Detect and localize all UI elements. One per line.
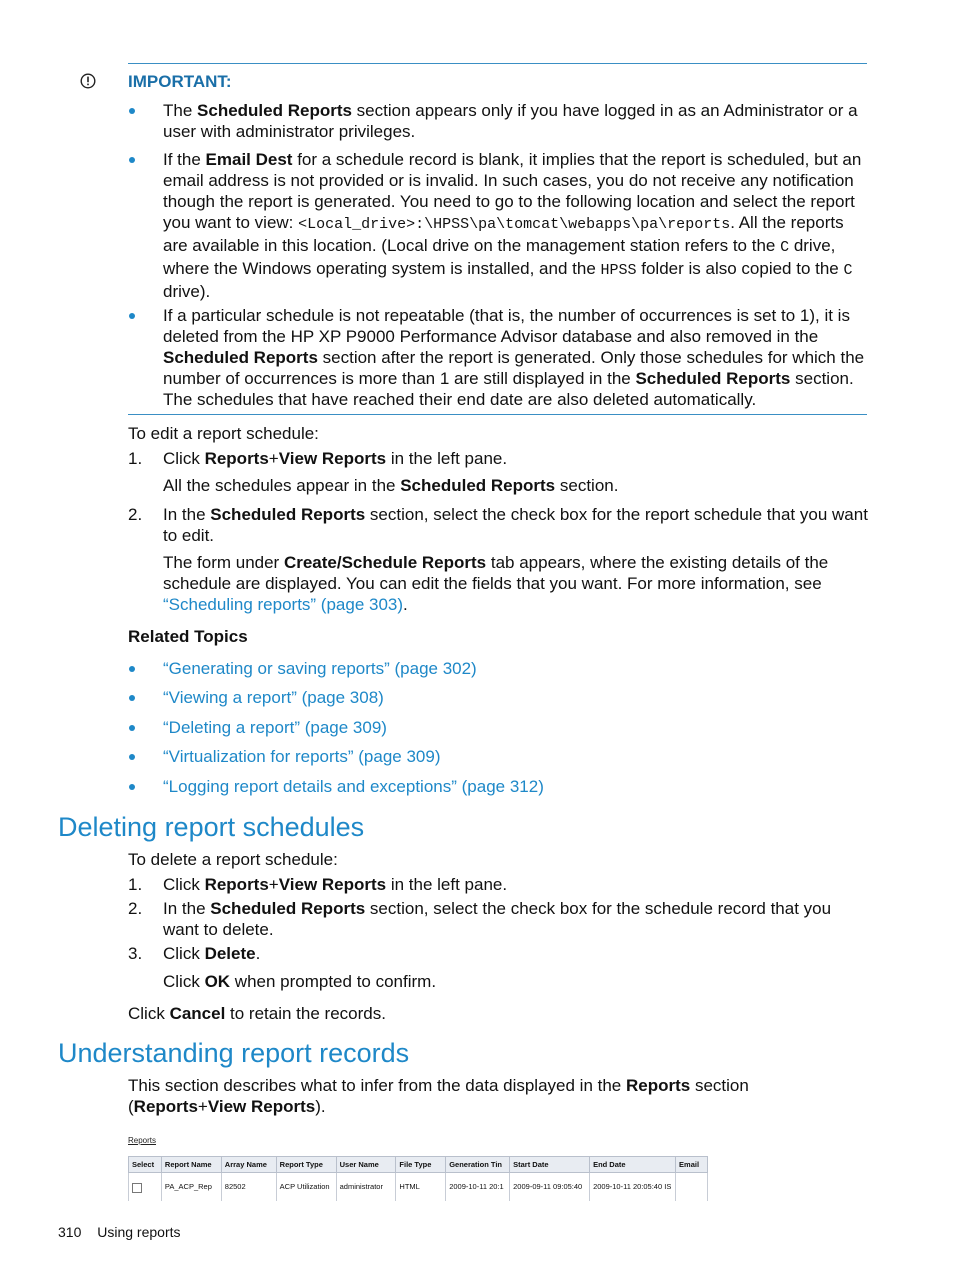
column-header[interactable]: Report Name xyxy=(161,1157,221,1173)
step-number: 3. xyxy=(128,944,143,963)
related-link-virtualization[interactable]: “Virtualization for reports” (page 309) xyxy=(163,747,441,766)
table-cell: 2009-10-11 20:1 xyxy=(446,1173,510,1202)
delete-step-1: Click Reports+View Reports in the left pane. xyxy=(163,875,508,894)
important-bullet-3: If a particular schedule is not repeatable (that is, the number of occurrences is set to 1), it is deleted from the HP XP P9000 Performance Advisor database and also removed in the Scheduled Reports section after the report is generated. Only those schedules for which the number of occurrences is more than 1 are still displayed in the Scheduled Reports section. The schedules that have reached their end date are also deleted automatically. xyxy=(163,306,865,409)
reports-screenshot-title: Reports xyxy=(128,1136,157,1145)
table-cell: administrator xyxy=(336,1173,396,1202)
related-link-logging[interactable]: “Logging report details and exceptions” (page 312) xyxy=(163,777,544,796)
column-header[interactable]: File Type xyxy=(396,1157,446,1173)
important-bullet-2: If the Email Dest for a schedule record is blank, it implies that the report is scheduled, but an email address is not provided or is invalid. In such cases, you do not receive any notification though the report is generated. You need to go to the following location and select the report you want to view: <Local_drive>:\HPSS\pa\tomcat\webapps\pa\reports. All the reports are available in this location. (Local drive on the management station refers to the C drive, where the Windows operating system is installed, and the HPSS folder is also copied to the C drive). xyxy=(163,150,862,301)
step-number: 2. xyxy=(128,899,143,918)
important-label: IMPORTANT: xyxy=(128,72,232,91)
bullet-marker xyxy=(129,666,135,672)
delete-step-3: Click Delete. xyxy=(163,944,261,963)
delete-intro: To delete a report schedule: xyxy=(128,850,338,869)
bullet-marker xyxy=(129,157,135,163)
column-header[interactable]: Array Name xyxy=(221,1157,276,1173)
page-footer xyxy=(58,1222,181,1243)
column-header[interactable]: Report Type xyxy=(276,1157,336,1173)
table-cell: 2009-09-11 09:05:40 xyxy=(510,1173,590,1202)
table-cell: 2009-10-11 20:05:40 IS xyxy=(590,1173,676,1202)
column-header[interactable]: Select xyxy=(129,1157,162,1173)
step-number: 1. xyxy=(128,875,143,894)
column-header[interactable]: Start Date xyxy=(510,1157,590,1173)
bullet-marker xyxy=(129,784,135,790)
step-number: 2. xyxy=(128,505,143,524)
important-icon xyxy=(80,73,96,89)
edit-step-1-result: All the schedules appear in the Scheduled Reports section. xyxy=(163,476,619,495)
table-row xyxy=(129,1173,708,1202)
bullet-marker xyxy=(129,695,135,701)
scheduling-reports-link[interactable]: “Scheduling reports” (page 303) xyxy=(163,595,404,614)
important-bullet-1: The Scheduled Reports section appears only if you have logged in as an Administrator or a user with administrator privileges. xyxy=(163,101,858,141)
edit-step-2-result: The form under Create/Schedule Reports tab appears, where the existing details of the schedule are displayed. You can edit the fields that you want. For more information, see “Scheduling reports” (page 303). xyxy=(163,553,829,614)
footer-section: Using reports xyxy=(97,1224,181,1240)
select-checkbox[interactable] xyxy=(132,1183,142,1193)
reports-table xyxy=(128,1156,708,1201)
reports-screenshot xyxy=(128,1136,708,1191)
table-cell: HTML xyxy=(396,1173,446,1202)
related-topics-heading: Related Topics xyxy=(128,627,248,646)
related-link-deleting[interactable]: “Deleting a report” (page 309) xyxy=(163,718,387,737)
edit-step-1: Click Reports+View Reports in the left pane. xyxy=(163,449,508,468)
bullet-marker xyxy=(129,108,135,114)
bullet-marker xyxy=(129,725,135,731)
step-number: 1. xyxy=(128,449,143,468)
code-path: <Local_drive>:\HPSS\pa\tomcat\webapps\pa\reports xyxy=(298,216,731,233)
edit-step-2: In the Scheduled Reports section, select the check box for the report schedule that you want to edit. xyxy=(163,505,868,545)
related-link-viewing[interactable]: “Viewing a report” (page 308) xyxy=(163,688,384,707)
understanding-heading: Understanding report records xyxy=(58,1038,410,1068)
page-number: 310 xyxy=(58,1224,82,1240)
reports-table-header xyxy=(129,1157,708,1173)
column-header[interactable]: Email xyxy=(676,1157,708,1173)
important-bottom-rule xyxy=(128,414,867,415)
deleting-heading: Deleting report schedules xyxy=(58,812,365,842)
column-header[interactable]: End Date xyxy=(590,1157,676,1173)
delete-step-2: In the Scheduled Reports section, select the check box for the schedule record that you want to delete. xyxy=(163,899,832,939)
bullet-marker xyxy=(129,313,135,319)
column-header[interactable]: Generation Tin xyxy=(446,1157,510,1173)
table-cell: 82502 xyxy=(221,1173,276,1202)
table-cell: PA_ACP_Rep xyxy=(161,1173,221,1202)
delete-step-3-result: Click OK when prompted to confirm. xyxy=(163,972,437,991)
table-cell xyxy=(676,1173,708,1202)
column-header[interactable]: User Name xyxy=(336,1157,396,1173)
delete-cancel-note: Click Cancel to retain the records. xyxy=(128,1004,386,1023)
related-link-generating[interactable]: “Generating or saving reports” (page 302) xyxy=(163,659,477,678)
edit-intro: To edit a report schedule: xyxy=(128,424,319,443)
table-cell: ACP Utilization xyxy=(276,1173,336,1202)
important-top-rule xyxy=(128,63,867,64)
understanding-intro: This section describes what to infer from the data displayed in the Reports section (Reports+View Reports). xyxy=(128,1076,749,1116)
bullet-marker xyxy=(129,754,135,760)
